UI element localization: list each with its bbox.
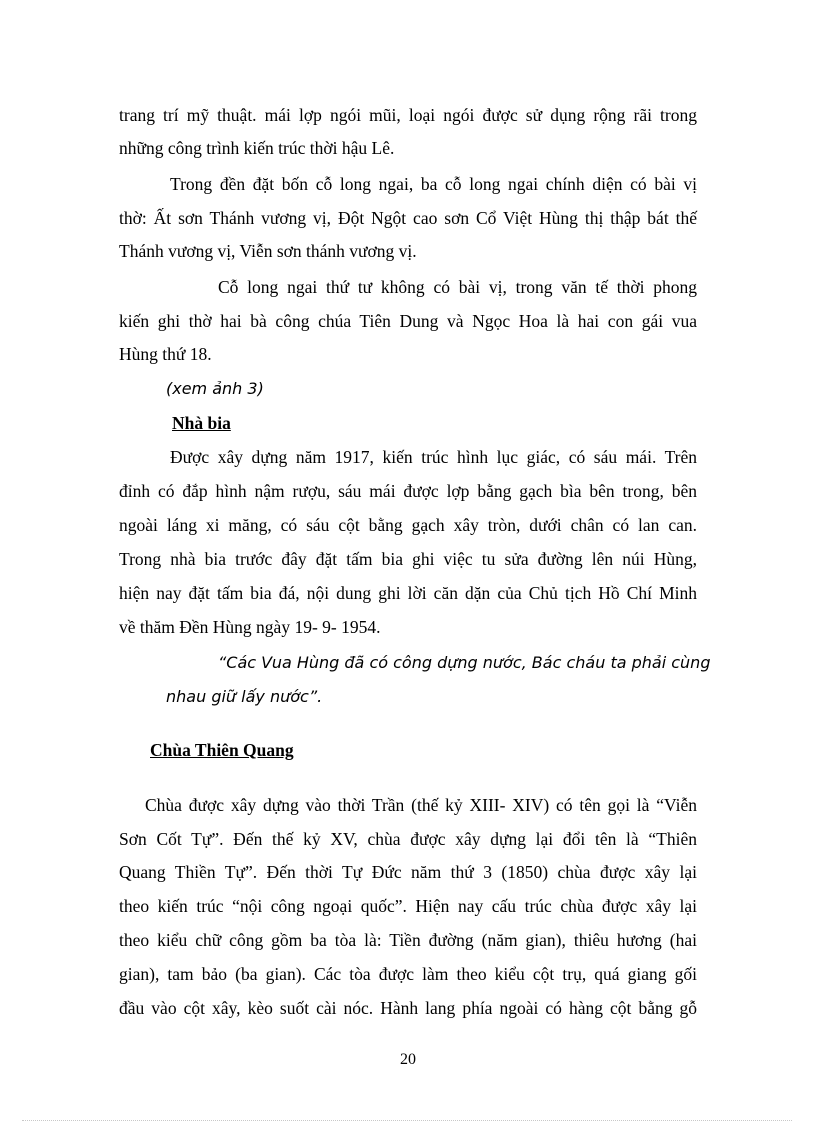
- photo-reference: (xem ảnh 3): [166, 379, 264, 398]
- text-line: Được xây dựng năm 1917, kiến trúc hình lục giác, có sáu mái. Trên: [170, 447, 697, 467]
- text-line: Chùa được xây dựng vào thời Trần (thế kỷ XIII- XIV) có tên gọi là “Viễn: [145, 795, 697, 815]
- text-line: Hùng thứ 18.: [119, 344, 212, 364]
- quote-line: “Các Vua Hùng đã có công dựng nước, Bác cháu ta phải cùng: [218, 653, 711, 672]
- text-line: theo kiến trúc “nội công ngoại quốc”. Hiện nay cấu trúc chùa được xây lại: [119, 896, 697, 916]
- page-number: 20: [400, 1051, 416, 1068]
- page-bottom-divider: [22, 1120, 792, 1121]
- text-line: hiện nay đặt tấm bia đá, nội dung ghi lời căn dặn của Chủ tịch Hồ Chí Minh: [119, 583, 697, 603]
- quote-line: nhau giữ lấy nước”.: [166, 687, 323, 706]
- text-line: ngoài láng xi măng, có sáu cột bằng gạch xây tròn, dưới chân có lan can.: [119, 515, 697, 535]
- text-line: về thăm Đền Hùng ngày 19- 9- 1954.: [119, 617, 381, 637]
- text-line: Trong đền đặt bốn cỗ long ngai, ba cỗ long ngai chính diện có bài vị: [170, 174, 697, 194]
- section-heading: Nhà bia: [172, 413, 231, 433]
- text-line: thờ: Ất sơn Thánh vương vị, Đột Ngột cao sơn Cổ Việt Hùng thị thập bát thế: [119, 208, 697, 228]
- text-line: Sơn Cốt Tự”. Đến thế kỷ XV, chùa được xây dựng lại đổi tên là “Thiên: [119, 829, 697, 849]
- text-line: đầu vào cột xây, kèo suốt cài nóc. Hành lang phía ngoài có hàng cột bằng gỗ: [119, 998, 697, 1018]
- text-line: Thánh vương vị, Viễn sơn thánh vương vị.: [119, 241, 417, 261]
- text-line: Cỗ long ngai thứ tư không có bài vị, trong văn tế thời phong: [218, 277, 697, 297]
- text-line: đỉnh có đắp hình nậm rượu, sáu mái được lợp bằng gạch bìa bên trong, bên: [119, 481, 697, 501]
- text-line: trang trí mỹ thuật. mái lợp ngói mũi, loại ngói được sử dụng rộng rãi trong: [119, 105, 697, 125]
- text-line: gian), tam bảo (ba gian). Các tòa được làm theo kiểu cột trụ, quá giang gối: [119, 964, 697, 984]
- text-line: Quang Thiền Tự”. Đến thời Tự Đức năm thứ 3 (1850) chùa được xây lại: [119, 862, 697, 882]
- text-line: Trong nhà bia trước đây đặt tấm bia ghi việc tu sửa đường lên núi Hùng,: [119, 549, 697, 569]
- section-heading: Chùa Thiên Quang: [150, 740, 294, 760]
- text-line: những công trình kiến trúc thời hậu Lê.: [119, 138, 395, 158]
- text-line: kiến ghi thờ hai bà công chúa Tiên Dung và Ngọc Hoa là hai con gái vua: [119, 311, 697, 331]
- text-line: theo kiểu chữ công gồm ba tòa là: Tiền đường (năm gian), thiêu hương (hai: [119, 930, 697, 950]
